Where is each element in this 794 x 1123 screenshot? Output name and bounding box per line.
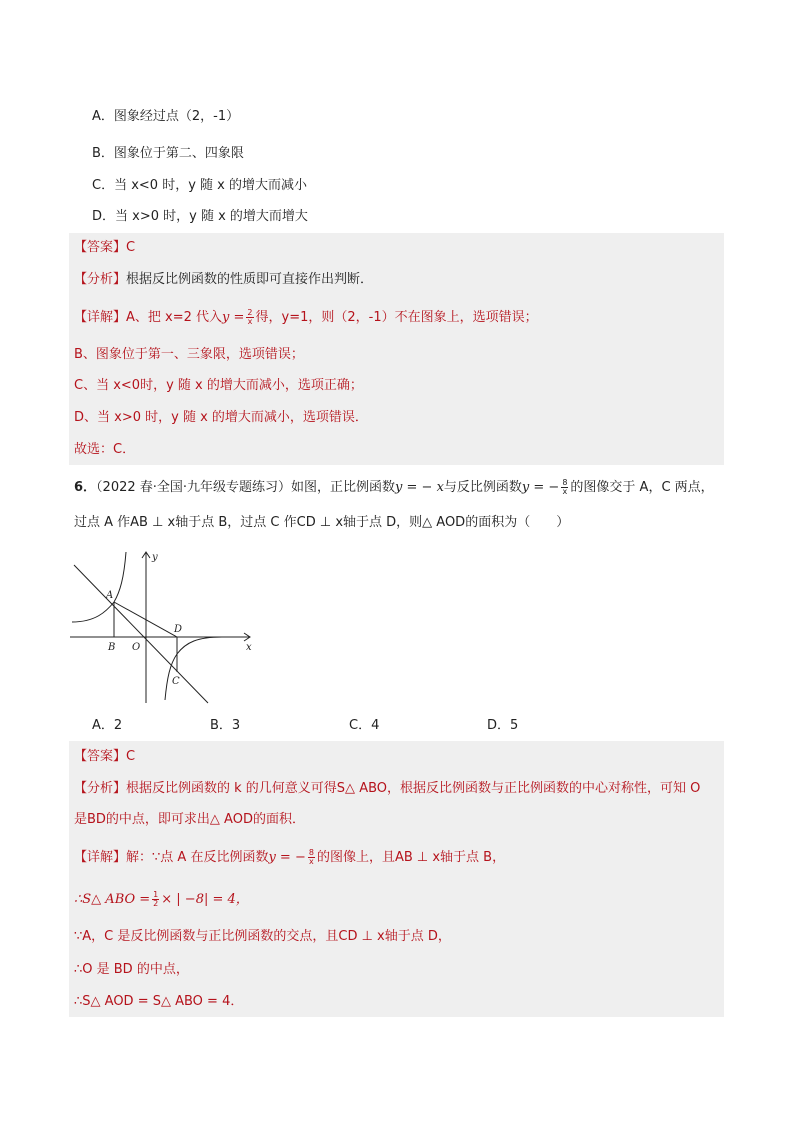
- label-d: D: [174, 624, 183, 635]
- fraction: [152, 891, 159, 908]
- fraction-num: 8: [308, 848, 314, 857]
- q6-text-c: 的图像交于 A，C 两点，: [570, 480, 714, 495]
- fraction-den: x: [562, 487, 568, 496]
- detail-line-5: 故选：C．: [74, 442, 136, 457]
- detail-tag: 【详解】: [74, 310, 127, 325]
- question-6-line-2: 过点 A 作AB ⊥ x轴于点 B，过点 C 作CD ⊥ x轴于点 D，则△ AOD的面积为（ ）: [74, 515, 570, 530]
- label-y: y: [152, 552, 158, 563]
- fraction-den: x: [309, 857, 314, 866]
- fraction-den: 2: [153, 899, 159, 908]
- label-a: A: [106, 590, 114, 601]
- analysis-line-2a: [74, 780, 700, 798]
- question-source: （2022 春·全国·九年级专题练习）: [96, 480, 292, 495]
- detail-line-6e: ∴S△ AOD = S△ ABO = 4．: [74, 994, 244, 1009]
- analysis-text: 根据反比例函数的 k 的几何意义可得S△ ABO，根据反比例函数与正比例函数的中心对称性，可知 O: [126, 781, 701, 796]
- detail-line-6a: [74, 849, 505, 867]
- detail-text-a: 解：∵点 A 在反比例函数: [126, 850, 269, 865]
- analysis-line-2b: 是BD的中点，即可求出△ AOD的面积．: [74, 812, 305, 827]
- detail-pre: A、把 x=2 代入: [126, 310, 223, 325]
- analysis-tag: 【分析】: [74, 781, 127, 796]
- detail-line-6d: ∴O 是 BD 的中点，: [74, 962, 189, 977]
- detail-line-4: D、当 x>0 时，y 随 x 的增大而减小，选项错误．: [74, 410, 368, 425]
- fraction-num: 1: [153, 890, 159, 899]
- q6-expr-1: y = − x: [395, 480, 444, 495]
- detail-line-6b: [74, 891, 249, 909]
- detail-expr: y = −: [268, 850, 306, 865]
- detail-tag: 【详解】: [74, 850, 127, 865]
- detail-post: 得，y=1，则（2，-1）不在图象上，选项错误；: [255, 310, 538, 325]
- label-x: x: [246, 642, 252, 653]
- answer-tag: 【答案】: [74, 749, 127, 764]
- choice-d: D．5: [487, 718, 519, 733]
- answer-line-2: [74, 748, 135, 766]
- question-number: 6．: [74, 480, 97, 495]
- q6-expr-2: y = −: [521, 480, 560, 495]
- choice-c: C．4: [349, 718, 380, 733]
- question-6-line-1: [74, 479, 714, 497]
- choice-a: A．2: [92, 718, 123, 733]
- option-b: B．图象位于第二、四象限: [92, 146, 244, 161]
- label-b: B: [108, 642, 116, 653]
- q6-text-b: 与反比例函数: [443, 480, 522, 495]
- fraction: [308, 849, 315, 866]
- fraction-den: x: [247, 317, 253, 326]
- fraction-num: 8: [562, 478, 568, 487]
- q6-text-a: 如图，正比例函数: [291, 480, 396, 495]
- detail-text-b: 的图像上，且AB ⊥ x轴于点 B，: [316, 850, 506, 865]
- choice-b: B．3: [210, 718, 241, 733]
- function-graph-figure: [70, 548, 260, 708]
- fraction-num: 2: [247, 308, 253, 317]
- detail-line-6c: ∵A，C 是反比例函数与正比例函数的交点，且CD ⊥ x轴于点 D，: [74, 929, 451, 944]
- line-y-neg-x: [74, 565, 208, 703]
- analysis-text: 根据反比例函数的性质即可直接作出判断．: [126, 272, 374, 287]
- hyperbola-upper-left: [72, 552, 126, 622]
- option-d: D．当 x>0 时，y 随 x 的增大而增大: [92, 209, 308, 224]
- detail-line-2: B、图象位于第一、三象限，选项错误；: [74, 347, 304, 362]
- detail-line-1: [74, 309, 538, 327]
- detail-expr: y =: [222, 310, 245, 325]
- analysis-tag: 【分析】: [74, 272, 127, 287]
- hyperbola-lower-right: [165, 637, 222, 700]
- option-c: C．当 x<0 时，y 随 x 的增大而减小: [92, 178, 307, 193]
- analysis-line-1: [74, 271, 373, 289]
- label-o: O: [132, 642, 141, 653]
- fraction: [561, 479, 568, 496]
- label-c: C: [172, 676, 180, 687]
- option-a: A．图象经过点（2，-1）: [92, 109, 240, 124]
- detail-expr-result: × | −8| = 4，: [161, 892, 249, 907]
- answer-value: C: [126, 240, 136, 255]
- answer-tag: 【答案】: [74, 240, 127, 255]
- detail-expr-area: ∴S△ ABO =: [74, 892, 151, 907]
- fraction: [246, 309, 253, 326]
- detail-line-3: C、当 x<0时，y 随 x 的增大而减小，选项正确；: [74, 378, 363, 393]
- answer-line-1: [74, 239, 135, 257]
- answer-value: C: [126, 749, 136, 764]
